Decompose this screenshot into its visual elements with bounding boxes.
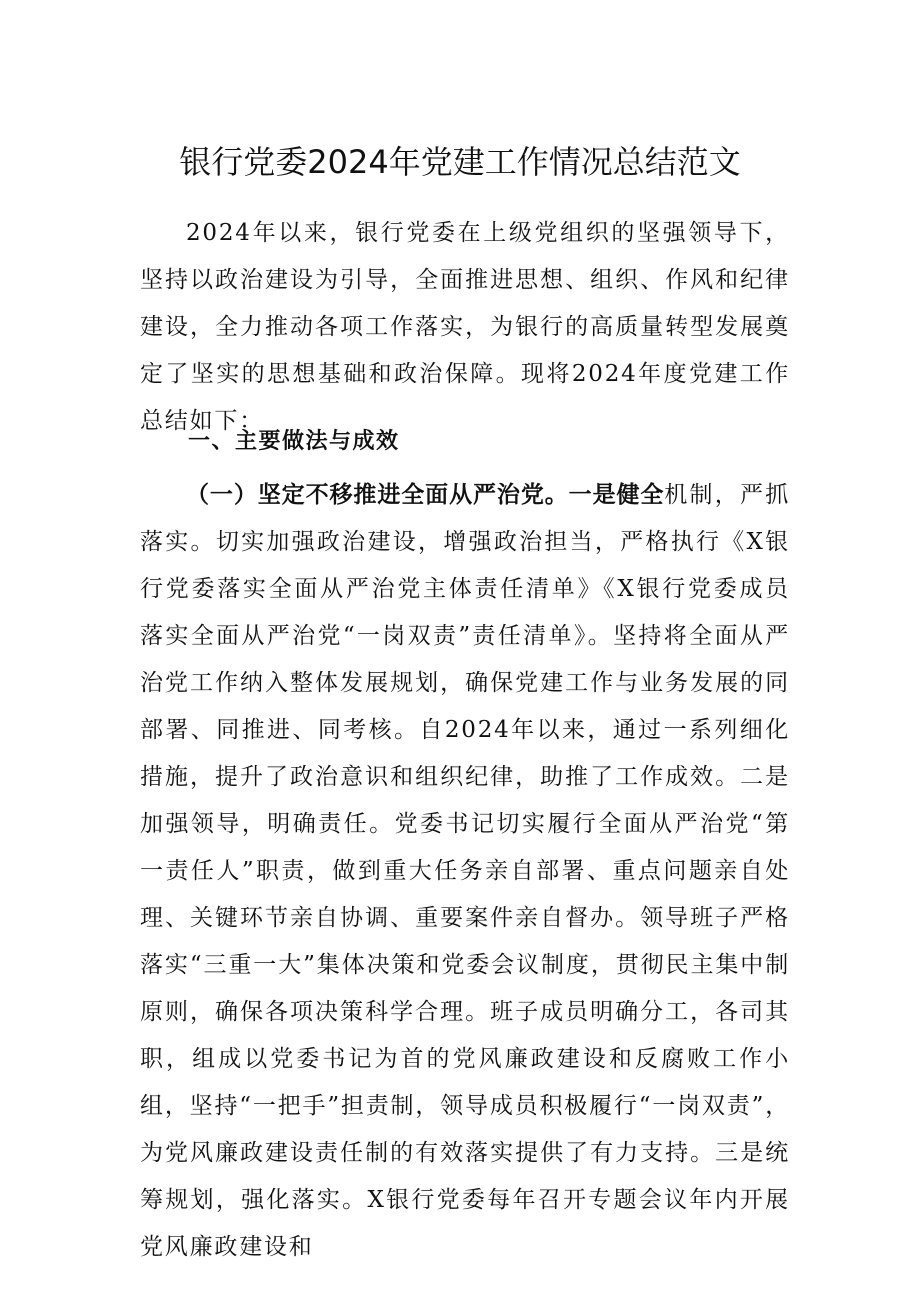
intro-paragraph: 2024年以来，银行党委在上级党组织的坚强领导下，坚持以政治建设为引导，全面推进思想、组织、作风和纪律建设，全力推动各项工作落实，为银行的高质量转型发展奠定了坚实的思想基础和政治保障。现将2024年度党建工作总结如下： [140, 220, 790, 434]
section-1-lead: （一）坚定不移推进全面从严治党。一是健全 [186, 482, 665, 508]
section-heading-1: 一、主要做法与成效 [188, 429, 400, 454]
section-1-paragraph [140, 472, 790, 1271]
document-title: 银行党委2024年党建工作情况总结范文 [179, 143, 741, 181]
section-1-body: 机制，严抓落实。切实加强政治建设，增强政治担当，严格执行《X银行党委落实全面从严治党主体责任清单》《X银行党委成员落实全面从严治党“一岗双责”责任清单》。坚持将全面从严治党工作纳入整体发展规划，确保党建工作与业务发展的同部署、同推进、同考核。自2024年以来，通过一系列细化措施，提升了政治意识和组织纪律，助推了工作成效。二是加强领导，明确责任。党委书记切实履行全面从严治党“第一责任人”职责，做到重大任务亲自部署、重点问题亲自处理、关键环节亲自协调、重要案件亲自督办。领导班子严格落实“三重一大”集体决策和党委会议制度，贯彻民主集中制原则，确保各项决策科学合理。班子成员明确分工，各司其职，组成以党委书记为首的党风廉政建设和反腐败工作小组，坚持“一把手”担责制，领导成员积极履行“一岗双责”，为党风廉政建设责任制的有效落实提供了有力支持。三是统筹规划，强化落实。X银行党委每年召开专题会议年内开展党风廉政建设和 [140, 482, 791, 1260]
